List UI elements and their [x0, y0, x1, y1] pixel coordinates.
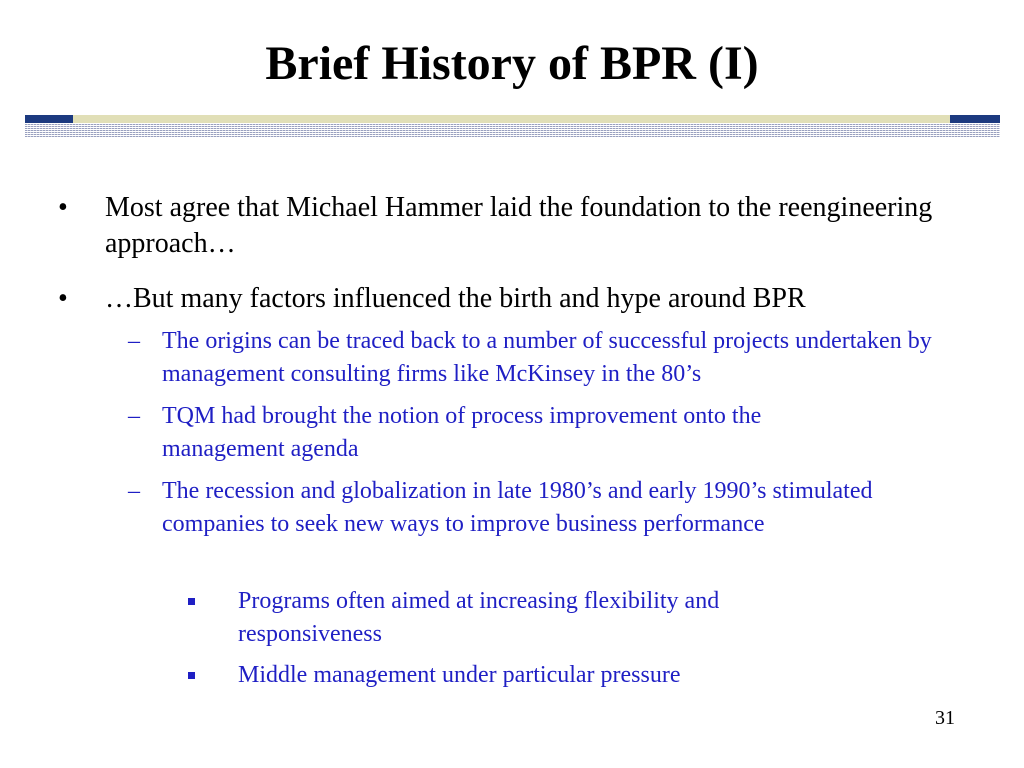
sub-sub-bullet-text: Middle management under particular pressure — [238, 662, 681, 688]
sub-bullet-text: TQM had brought the notion of process improvement onto the management agenda — [162, 403, 762, 462]
square-bullet-icon — [188, 598, 195, 605]
sub-bullet-marker: – — [128, 478, 140, 504]
sub-sub-bullet-text: Programs often aimed at increasing flexibility and responsiveness — [238, 588, 720, 647]
bullet-text: Most agree that Michael Hammer laid the foundation to the reengineering approach… — [105, 192, 933, 259]
sub-bullet-marker: – — [128, 403, 140, 429]
page-number: 31 — [935, 707, 955, 729]
sub-bullet-marker: – — [128, 328, 140, 354]
slide-title: Brief History of BPR (I) — [265, 37, 759, 90]
bullet-text: …But many factors influenced the birth and hype around BPR — [105, 283, 806, 314]
sub-bullet-text: The origins can be traced back to a number of successful projects undertaken by management consulting firms like McKinsey in the 80’s — [162, 328, 932, 387]
square-bullet-icon — [188, 672, 195, 679]
sub-bullet-text: The recession and globalization in late 1980’s and early 1990’s stimulated companies to seek new ways to improve business performance — [162, 478, 873, 537]
bullet-marker: • — [58, 192, 68, 223]
bullet-marker: • — [58, 283, 68, 314]
